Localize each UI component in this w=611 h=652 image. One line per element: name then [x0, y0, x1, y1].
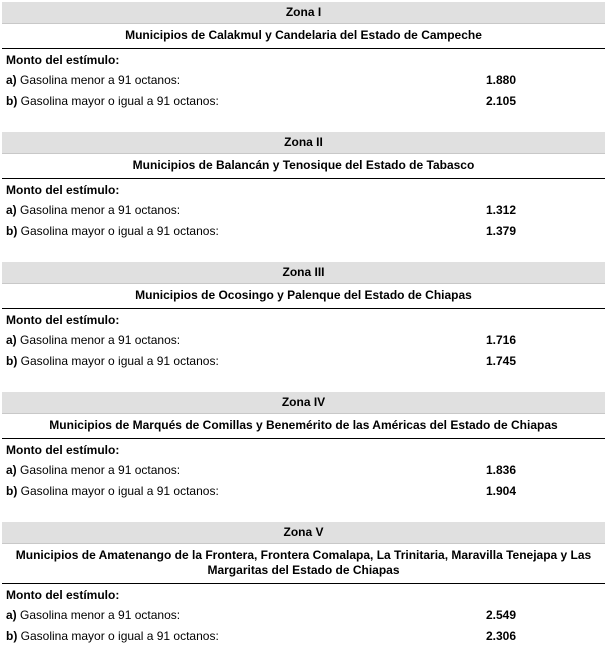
row-gasolina-menor — [2, 605, 605, 626]
zone-subtitle: Municipios de Marqués de Comillas y Benemérito de las Américas del Estado de Chiapas — [2, 414, 605, 439]
row-letter: a) — [6, 608, 17, 622]
row-label — [6, 330, 466, 351]
zone-subtitle: Municipios de Ocosingo y Palenque del Estado de Chiapas — [2, 284, 605, 309]
row-label — [6, 200, 466, 221]
row-text: Gasolina mayor o igual a 91 octanos: — [17, 224, 219, 238]
monto-label: Monto del estímulo: — [6, 313, 120, 327]
zone-title: Zona I — [2, 2, 605, 24]
row-label — [6, 351, 466, 372]
monto-label: Monto del estímulo: — [6, 183, 120, 197]
row-gasolina-menor — [2, 70, 605, 91]
row-letter: b) — [6, 484, 18, 498]
row-label — [6, 70, 466, 91]
row-letter: b) — [6, 354, 18, 368]
zone-subtitle: Municipios de Amatenango de la Frontera, Frontera Comalapa, La Trinitaria, Maravilla Tenejapa y Las Margaritas del Estado de Chiapas — [2, 544, 605, 584]
row-gasolina-mayor — [2, 221, 605, 242]
row-value: 1.745 — [485, 354, 516, 368]
row-text: Gasolina menor a 91 octanos: — [16, 608, 181, 622]
row-letter: a) — [6, 203, 17, 217]
zone-1-section — [2, 2, 605, 112]
row-value: 2.306 — [485, 629, 516, 643]
row-value: 1.716 — [485, 333, 516, 347]
row-value: 1.836 — [485, 463, 516, 477]
row-text: Gasolina menor a 91 octanos: — [16, 73, 181, 87]
zone-5-section — [2, 522, 605, 647]
monto-label: Monto del estímulo: — [6, 53, 120, 67]
row-text: Gasolina menor a 91 octanos: — [16, 333, 181, 347]
zone-4-section — [2, 392, 605, 502]
row-value: 1.379 — [485, 224, 516, 238]
row-value: 1.312 — [485, 203, 516, 217]
row-letter: b) — [6, 629, 18, 643]
row-gasolina-mayor — [2, 626, 605, 647]
row-text: Gasolina mayor o igual a 91 octanos: — [17, 354, 219, 368]
row-label — [6, 605, 466, 626]
row-text: Gasolina mayor o igual a 91 octanos: — [17, 484, 219, 498]
row-letter: a) — [6, 463, 17, 477]
zone-subtitle: Municipios de Calakmul y Candelaria del Estado de Campeche — [2, 24, 605, 49]
row-label — [6, 91, 466, 112]
row-value: 1.880 — [485, 73, 516, 87]
row-letter: a) — [6, 73, 17, 87]
zone-title: Zona III — [2, 262, 605, 284]
row-gasolina-mayor — [2, 91, 605, 112]
monto-label: Monto del estímulo: — [6, 443, 120, 457]
zone-title: Zona II — [2, 132, 605, 154]
row-value: 2.105 — [485, 94, 516, 108]
zone-3-section — [2, 262, 605, 372]
row-label — [6, 626, 466, 647]
row-label — [6, 221, 466, 242]
row-gasolina-mayor — [2, 481, 605, 502]
zone-2-section — [2, 132, 605, 242]
row-letter: a) — [6, 333, 17, 347]
zone-title: Zona V — [2, 522, 605, 544]
row-gasolina-menor — [2, 200, 605, 221]
row-text: Gasolina menor a 91 octanos: — [16, 463, 181, 477]
row-text: Gasolina mayor o igual a 91 octanos: — [17, 94, 219, 108]
row-text: Gasolina menor a 91 octanos: — [16, 203, 181, 217]
monto-label: Monto del estímulo: — [6, 588, 120, 602]
row-value: 1.904 — [485, 484, 516, 498]
row-letter: b) — [6, 224, 18, 238]
row-gasolina-menor — [2, 330, 605, 351]
zone-title: Zona IV — [2, 392, 605, 414]
row-text: Gasolina mayor o igual a 91 octanos: — [17, 629, 219, 643]
row-gasolina-menor — [2, 460, 605, 481]
row-value: 2.549 — [485, 608, 516, 622]
row-letter: b) — [6, 94, 18, 108]
row-label — [6, 481, 466, 502]
zone-subtitle: Municipios de Balancán y Tenosique del Estado de Tabasco — [2, 154, 605, 179]
row-gasolina-mayor — [2, 351, 605, 372]
row-label — [6, 460, 466, 481]
